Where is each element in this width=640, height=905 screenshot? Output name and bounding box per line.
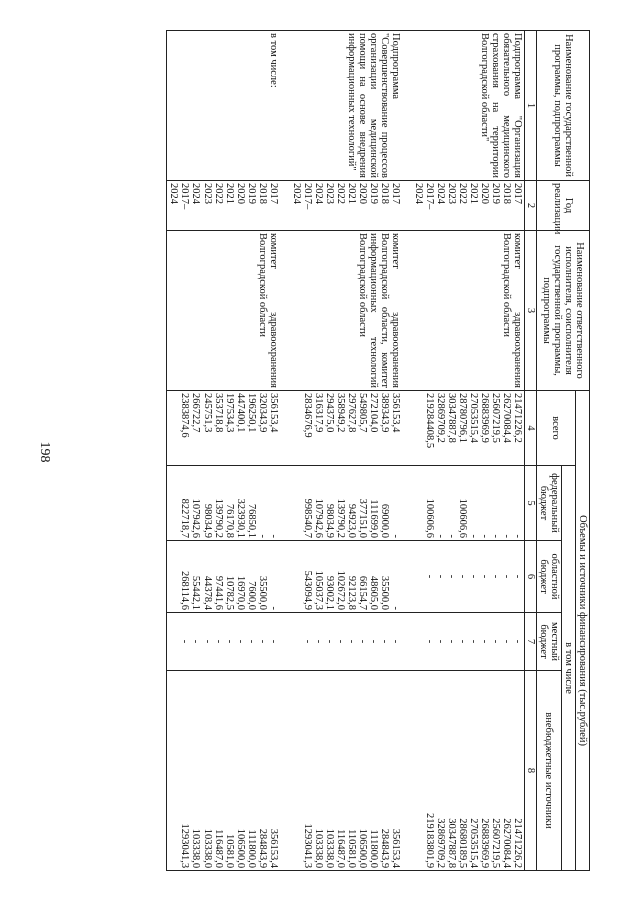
regional-cell: - 35500,0 48605,0 66154,7 92123,8 102672,0 93002,1 105037,3 543094,9: [290, 541, 402, 613]
program-name-cell: в том числе:: [167, 31, 280, 181]
executor-cell: комитет здравоохранения Волгоградской области: [412, 231, 525, 391]
spacer-row: [280, 31, 290, 871]
header-program-name: Наименование государственной программы, подпрограммы: [536, 31, 589, 181]
total-cell: 356153,4 320343,9 196250,1 447400,1 197534,3 353718,8 245751,3 266722,7 2383874,6: [167, 391, 280, 466]
total-cell: 21471226,2 26270084,4 25607219,5 26883969,9 27053515,4 28780796,1 30347887,8 32869709,2 219284408,5: [412, 391, 525, 466]
column-number: 5: [524, 466, 536, 541]
rotated-table-container: [80, 30, 590, 870]
federal-cell: - 69000,0 111699,0 377151,0 94923,0 139790,2 98034,9 107942,6 998540,7: [290, 466, 402, 541]
column-number: 7: [524, 613, 536, 671]
column-number: 6: [524, 541, 536, 613]
year-cell: 2017 2018 2019 2020 2021 2022 2023 2024 2017–2024: [412, 181, 525, 231]
header-local: местный бюджет: [536, 613, 561, 671]
year-cell: 2017 2018 2019 2020 2021 2022 2023 2024 2017–2024: [290, 181, 402, 231]
regional-cell: - - - - - - - - -: [412, 541, 525, 613]
column-number-row: [524, 31, 536, 871]
header-funding-title: Объемы и источники финансирования (тыс.рублей): [575, 391, 589, 871]
program-name-cell: Подпрограмма "Совершенствование процессов организации медицинской помощи на основе внедрения информационных технологий": [290, 31, 402, 181]
header-total: всего: [536, 391, 575, 466]
extrabudget-cell: 356153,4 284843,9 111800,0 106500,0 110581,0 116487,0 103338,0 103338,0 1293041,3: [290, 671, 402, 871]
header-including: в том числе: [561, 466, 575, 871]
table-row: [290, 31, 402, 871]
funding-table: [166, 30, 590, 871]
regional-cell: - 35500,0 7600,0 16970,0 10782,5 97441,6 44378,4 55442,1 268114,6: [167, 541, 280, 613]
header-extrabudget: внебюджетные источники: [536, 671, 561, 871]
column-number: 2: [524, 181, 536, 231]
executor-cell: комитет здравоохранения Волгоградской области, комитет информационных технологий Волгоградской области: [290, 231, 402, 391]
local-cell: - - - - - - - - -: [167, 613, 280, 671]
federal-cell: - - 76850,1 323930,1 76170,8 139790,2 98034,9 107942,6 822718,7: [167, 466, 280, 541]
column-number: 4: [524, 391, 536, 466]
extrabudget-cell: 356153,4 284843,9 111800,0 106500,0 10581,0 116487,0 103338,0 103338,0 1293041,3: [167, 671, 280, 871]
table-row: [167, 31, 280, 871]
header-regional: областной бюджет: [536, 541, 561, 613]
column-number: 1: [524, 31, 536, 181]
header-year: Год реализации: [536, 181, 589, 231]
local-cell: - - - - - - - - -: [412, 613, 525, 671]
year-cell: 2017 2018 2019 2020 2021 2022 2023 2024 2017–2024: [167, 181, 280, 231]
header-executor: Наименование ответственного исполнителя, соисполнителя государственной программы, подпрограммы: [536, 231, 589, 391]
program-name-cell: Подпрограмма "Организация обязательного медицинского страхования на территории Волгоградской области": [412, 31, 525, 181]
page-number: 198: [37, 441, 52, 463]
column-number: 3: [524, 231, 536, 391]
total-cell: 356153,4 389343,9 272104,0 549805,7 297627,8 358949,2 294375,0 316317,9 2834676,9: [290, 391, 402, 466]
executor-cell: комитет здравоохранения Волгоградской области: [167, 231, 280, 391]
federal-cell: - - - - - 100606,6 - - 100606,6: [412, 466, 525, 541]
header-federal: федеральный бюджет: [536, 466, 561, 541]
spacer-row: [402, 31, 412, 871]
extrabudget-cell: 21471226,2 26270084,4 25607219,5 26883969,9 27053515,4 28680189,5 30347887,8 32869709,2 219183801,9: [412, 671, 525, 871]
table-row: [412, 31, 525, 871]
column-number: 8: [524, 671, 536, 871]
local-cell: - - - - - - - - -: [290, 613, 402, 671]
